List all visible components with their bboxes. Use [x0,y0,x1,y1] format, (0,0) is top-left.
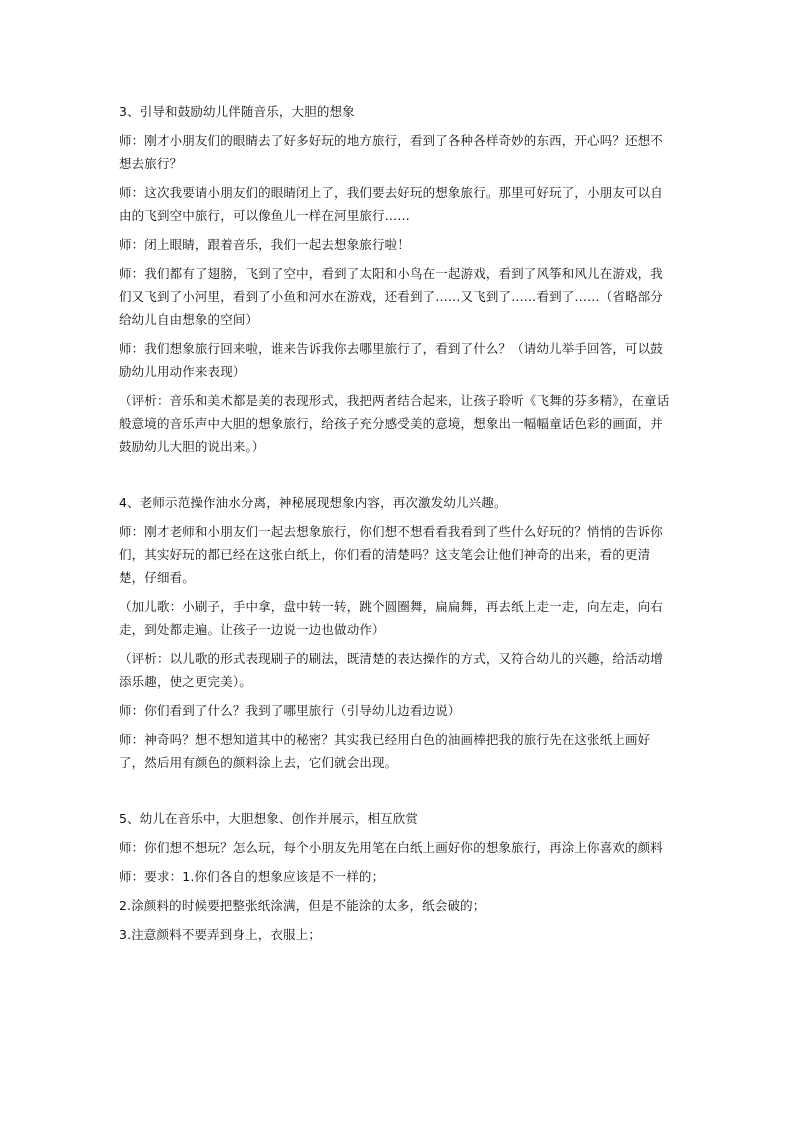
section-5-requirement-1: 师：要求：1.你们各自的想象应该是不一样的； [119,869,385,884]
section-3-heading: 3、引导和鼓励幼儿伴随音乐，大胆的想象 [119,104,355,119]
section-3-paragraph-5: 师：我们想象旅行回来啦，谁来告诉我你去哪里旅行了，看到了什么？（请幼儿举手回答，可以鼓励幼儿用动作来表现） [119,341,663,379]
section-3-paragraph-4: 师：我们都有了翅膀，飞到了空中，看到了太阳和小鸟在一起游戏，看到了风筝和风儿在游戏，我们又飞到了小河里，看到了小鱼和河水在游戏，还看到了……又飞到了……看到了……（省略部分给幼儿自由想象的空间） [119,266,663,327]
section-3-paragraph-1: 师：刚才小朋友们的眼睛去了好多好玩的地方旅行，看到了各种各样奇妙的东西，开心吗？还想不想去旅行？ [119,133,663,171]
section-4-paragraph-1: 师：刚才老师和小朋友们一起去想象旅行，你们想不想看看我看到了些什么好玩的？悄悄的告诉你们，其实好玩的都已经在这张白纸上，你们看的清楚吗？这支笔会让他们神奇的出来，看的更清楚，仔细看。 [119,524,663,585]
section-3-paragraph-2: 师：这次我要请小朋友们的眼睛闭上了，我们要去好玩的想象旅行。那里可好玩了，小朋友可以自由的飞到空中旅行，可以像鱼儿一样在河里旅行…… [119,185,663,223]
section-4-paragraph-4: 师：你们看到了什么？我到了哪里旅行（引导幼儿边看边说） [119,703,461,718]
section-4-commentary: （评析：以儿歌的形式表现刷子的刷法，既清楚的表达操作的方式，又符合幼儿的兴趣，给活动增添乐趣，使之更完美）。 [119,651,663,689]
section-3-commentary: （评析：音乐和美术都是美的表现形式，我把两者结合起来，让孩子聆听《飞舞的芬多精》，在童话般意境的音乐声中大胆的想象旅行，给孩子充分感受美的意境，想象出一幅幅童话色彩的画面，并鼓励幼儿大胆的说出来。） [119,393,670,454]
section-gap [119,464,675,491]
section-4-rhyme: （加儿歌：小刷子，手中拿，盘中转一转，跳个圆圈舞，扁扁舞，再去纸上走一走，向左走，向右走，到处都走遍。让孩子一边说一边也做动作） [119,599,663,637]
section-3-paragraph-3: 师：闭上眼睛，跟着音乐，我们一起去想象旅行啦！ [119,237,410,252]
document-content [119,100,675,952]
section-4-paragraph-5: 师：神奇吗？想不想知道其中的秘密？其实我已经用白色的油画棒把我的旅行先在这张纸上画好了，然后用有颜色的颜料涂上去，它们就会出现。 [119,732,651,770]
section-4-heading: 4、老师示范操作油水分离，神秘展现想象内容，再次激发幼儿兴趣。 [119,495,507,510]
section-5-requirement-3: 3.注意颜料不要弄到身上，衣服上； [119,927,321,942]
section-gap [119,780,675,807]
section-5-requirement-2: 2.涂颜料的时候要把整张纸涂满，但是不能涂的太多，纸会破的； [119,898,486,913]
section-5-paragraph-1: 师：你们想不想玩？怎么玩，每个小朋友先用笔在白纸上画好你的想象旅行，再涂上你喜欢的颜料 [119,840,663,855]
section-5-heading: 5、幼儿在音乐中，大胆想象、创作并展示，相互欣赏 [119,811,419,826]
